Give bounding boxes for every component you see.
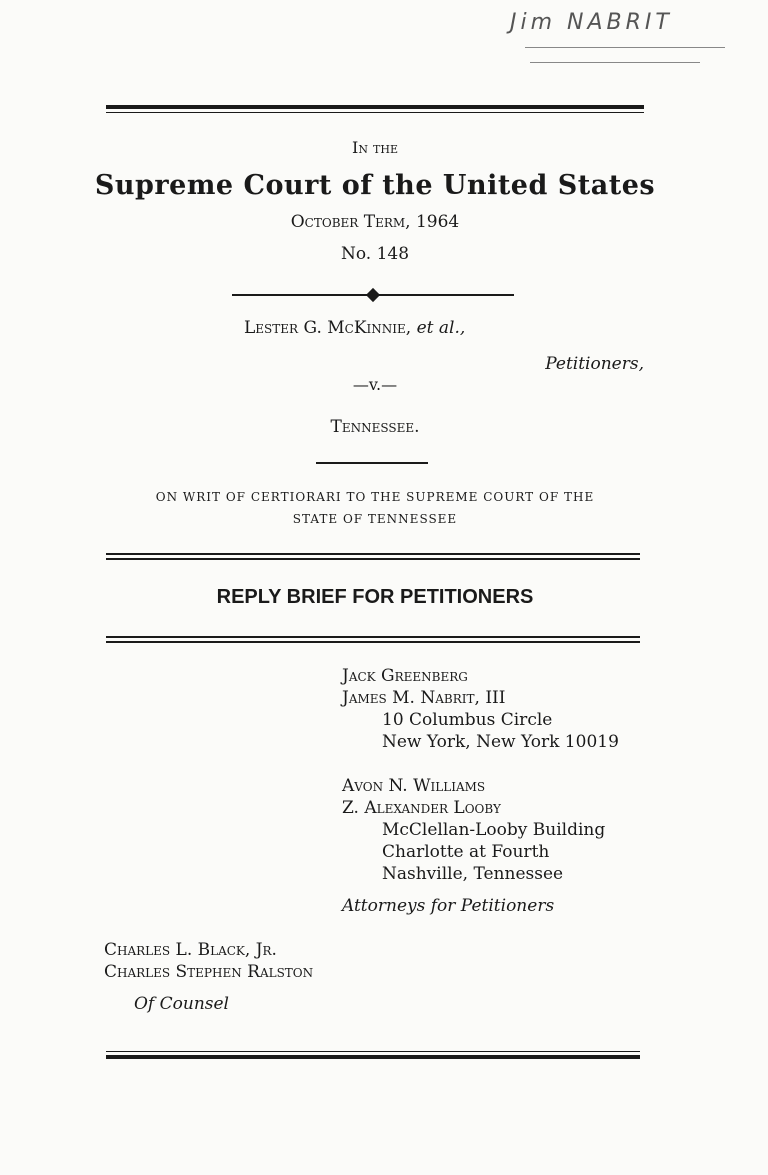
attorney-address: Nashville, Tennessee [382,864,564,884]
bottom-rule-thin [106,1051,640,1052]
top-rule-thin [106,112,644,113]
writ-line-2: STATE OF TENNESSEE [292,512,458,526]
handwritten-underline-2 [530,62,700,63]
attorneys-role: Attorneys for Petitioners [342,896,555,916]
top-rule-thick [106,105,644,109]
attorney-address: 10 Columbus Circle [382,710,553,730]
title-rule-bottom-2 [106,641,640,643]
counsel-name: Charles L. Black, Jr. [104,940,277,960]
petitioner-name: Lester G. McKinnie, [244,318,412,338]
handwritten-underline [525,47,725,48]
term-text: October Term, 1964 [290,212,460,232]
title-rule-top-1 [106,553,640,555]
petitioner-line [244,318,465,338]
title-rule-bottom-1 [106,636,640,638]
counsel-name: Charles Stephen Ralston [104,962,314,982]
attorney-name: Jack Greenberg [342,666,468,686]
in-the-text: In the [352,138,398,157]
attorney-name: Avon N. Williams [342,776,486,796]
attorney-name: Z. Alexander Looby [342,798,501,818]
attorney-address: Charlotte at Fourth [382,842,550,862]
counsel-role: Of Counsel [134,994,229,1014]
petitioner-role: Petitioners, [545,354,644,374]
attorney-address: New York, New York 10019 [382,732,619,752]
title-rule-top-2 [106,558,640,560]
short-rule [316,462,428,464]
petitioner-etal: et al., [416,318,466,338]
writ-line-1: ON WRIT OF CERTIORARI TO THE SUPREME COURT OF THE [155,490,595,504]
respondent-name: Tennessee. [330,417,420,437]
handwritten-note: Jim NABRIT [510,10,673,35]
bottom-rule-thick [106,1055,640,1059]
court-name: Supreme Court of the United States [94,170,656,201]
attorney-address: McClellan-Looby Building [382,820,606,840]
diamond-ornament-icon [366,288,380,302]
versus-text: —v.— [352,375,398,394]
docket-number: No. 148 [340,244,410,264]
attorney-name: James M. Nabrit, III [342,688,506,708]
brief-title: REPLY BRIEF FOR PETITIONERS [216,586,534,608]
